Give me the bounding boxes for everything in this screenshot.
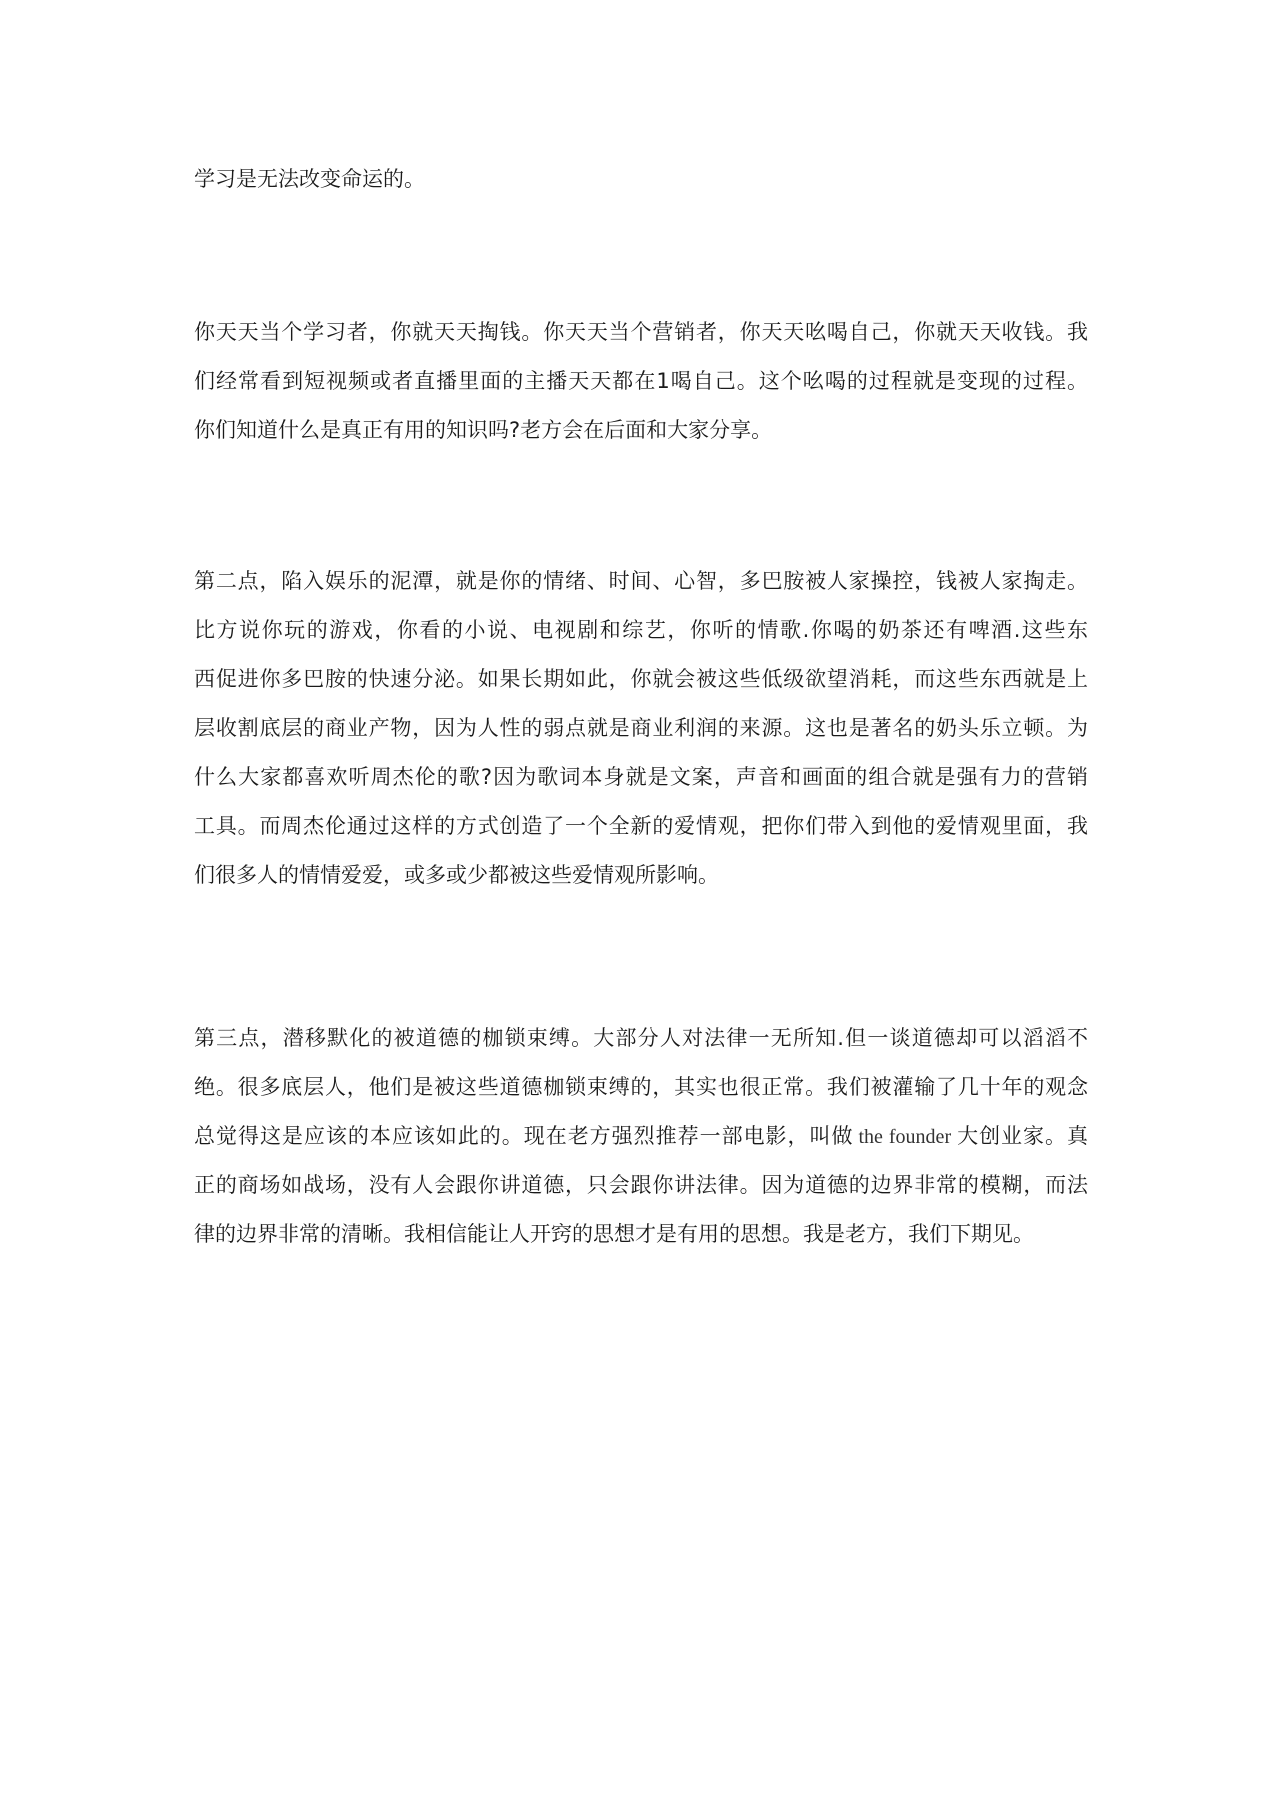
paragraph-line: 第二点，陷入娱乐的泥潭，就是你的情绪、时间、心智，多巴胺被人家操控，钱被人家掏走。 bbox=[194, 569, 1088, 593]
paragraph-line: 律的边界非常的清晰。我相信能让人开窍的思想才是有用的思想。我是老方，我们下期见。 bbox=[194, 1222, 1034, 1246]
paragraph-line: 们经常看到短视频或者直播里面的主播天天都在1喝自己。这个吆喝的过程就是变现的过程。 bbox=[194, 369, 1088, 393]
paragraph-line: 第三点，潜移默化的被道德的枷锁束缚。大部分人对法律一无所知.但一谈道德却可以滔滔不 bbox=[194, 1026, 1088, 1050]
paragraph-line: 西促进你多巴胺的快速分泌。如果长期如此，你就会被这些低级欲望消耗，而这些东西就是上 bbox=[194, 667, 1088, 691]
movie-title: the founder bbox=[858, 1126, 952, 1148]
line-text-before: 总觉得这是应该的本应该如此的。现在老方强烈推荐一部电影，叫做 bbox=[194, 1124, 854, 1148]
paragraph-3 bbox=[194, 557, 1088, 900]
paragraph-line: 正的商场如战场，没有人会跟你讲道德，只会跟你讲法律。因为道德的边界非常的模糊，而法 bbox=[194, 1173, 1088, 1197]
paragraph-1 bbox=[194, 155, 1088, 204]
paragraph-line: 们很多人的情情爱爱，或多或少都被这些爱情观所影响。 bbox=[194, 863, 719, 887]
paragraph-line: 你天天当个学习者，你就天天掏钱。你天天当个营销者，你天天吆喝自己，你就天天收钱。我 bbox=[194, 320, 1088, 344]
paragraph-line: 绝。很多底层人，他们是被这些道德枷锁束缚的，其实也很正常。我们被灌输了几十年的观念 bbox=[194, 1075, 1088, 1099]
paragraph-line: 比方说你玩的游戏，你看的小说、电视剧和综艺，你听的情歌.你喝的奶茶还有啤酒.这些东 bbox=[194, 618, 1088, 642]
paragraph-4 bbox=[194, 1014, 1088, 1259]
paragraph-line: 什么大家都喜欢听周杰伦的歌?因为歌词本身就是文案，声音和画面的组合就是强有力的营销 bbox=[194, 765, 1088, 789]
paragraph-2 bbox=[194, 308, 1088, 455]
paragraph-line: 学习是无法改变命运的。 bbox=[194, 167, 425, 191]
paragraph-line-mixed bbox=[194, 1112, 1088, 1161]
paragraph-line: 你们知道什么是真正有用的知识吗?老方会在后面和大家分享。 bbox=[194, 418, 773, 442]
paragraph-line: 层收割底层的商业产物，因为人性的弱点就是商业利润的来源。这也是著名的奶头乐立顿。为 bbox=[194, 716, 1088, 740]
line-text-after: 大创业家。真 bbox=[956, 1124, 1088, 1148]
paragraph-line: 工具。而周杰伦通过这样的方式创造了一个全新的爱情观，把你们带入到他的爱情观里面，我 bbox=[194, 814, 1088, 838]
